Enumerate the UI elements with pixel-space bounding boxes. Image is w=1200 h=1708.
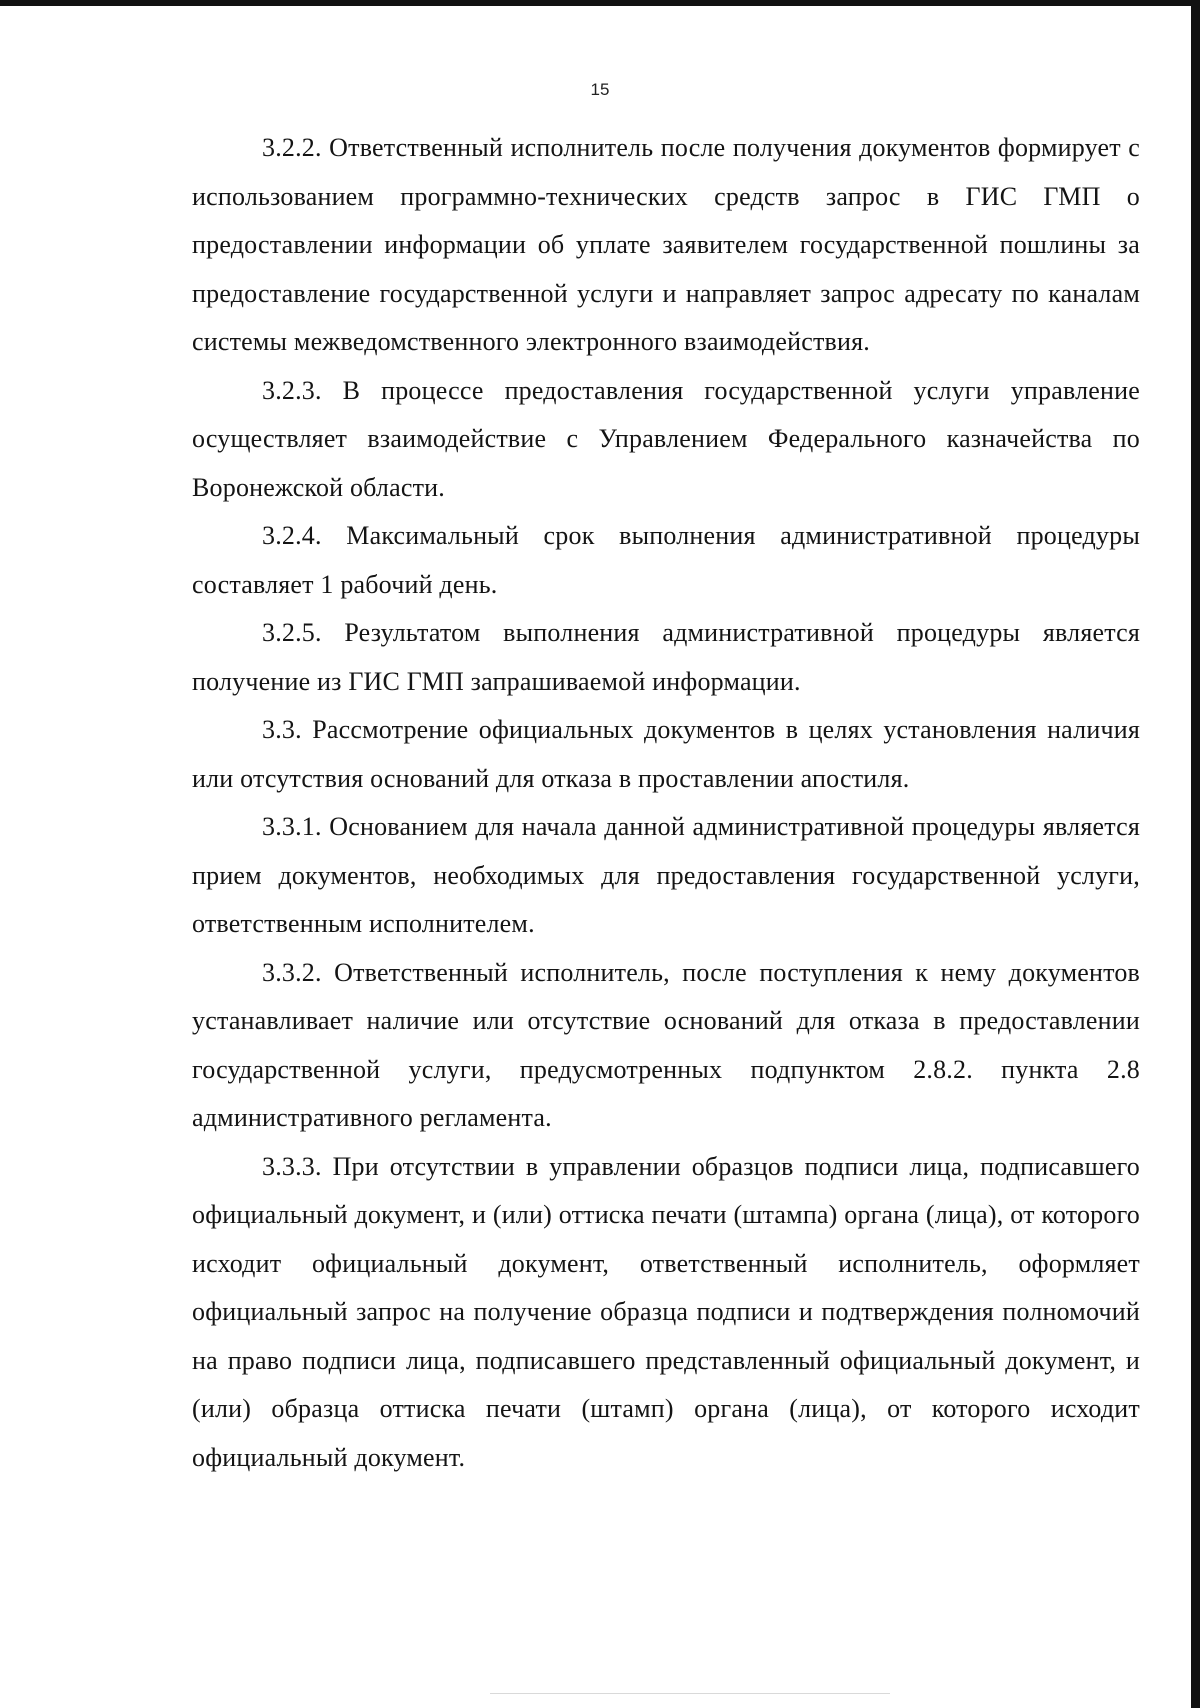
paragraph-3-3: 3.3. Рассмотрение официальных документов в целях установления наличия или отсутствия оснований для отказа в проставлении апостиля.	[192, 715, 1140, 793]
scan-edge-bottom	[490, 1693, 890, 1694]
paragraph-3-2-3: 3.2.3. В процессе предоставления государственной услуги управление осуществляет взаимодействие с Управлением Федерального казначейства по Воронежской области.	[192, 375, 1140, 502]
paragraph-3-3-3: 3.3.3. При отсутствии в управлении образцов подписи лица, подписавшего официальный документ, и (или) оттиска печати (штампа) органа (лица), от которого исходит официальный документ, ответственный исполнитель, оформляет официальный запрос на получение образца подписи и подтверждения полномочий на право подписи лица, подписавшего представленный официальный документ, и (или) образца оттиска печати (штамп) органа (лица), от которого исходит официальный документ.	[192, 1151, 1140, 1472]
paragraph-3-2-2: 3.2.2. Ответственный исполнитель после получения документов формирует с использованием программно-технических средств запрос в ГИС ГМП о предоставлении информации об уплате заявителем государственной пошлины за предоставление государственной услуги и направляет запрос адресату по каналам системы межведомственного электронного взаимодействия.	[192, 133, 1140, 356]
paragraph-3-2-5: 3.2.5. Результатом выполнения административной процедуры является получение из ГИС ГМП запрашиваемой информации.	[192, 618, 1140, 696]
page-number: 15	[590, 80, 610, 99]
paragraph-3-3-1: 3.3.1. Основанием для начала данной административной процедуры является прием документов, необходимых для предоставления государственной услуги, ответственным исполнителем.	[192, 812, 1140, 938]
scan-edge-right	[1191, 0, 1200, 1708]
paragraph-3-2-4: 3.2.4. Максимальный срок выполнения административной процедуры составляет 1 рабочий день.	[192, 521, 1140, 599]
scan-edge-top	[0, 0, 1200, 6]
document-body	[192, 124, 1140, 1482]
paragraph-3-3-2: 3.3.2. Ответственный исполнитель, после поступления к нему документов устанавливает наличие или отсутствие оснований для отказа в предоставлении государственной услуги, предусмотренных подпунктом 2.8.2. пункта 2.8 административного регламента.	[192, 957, 1140, 1132]
